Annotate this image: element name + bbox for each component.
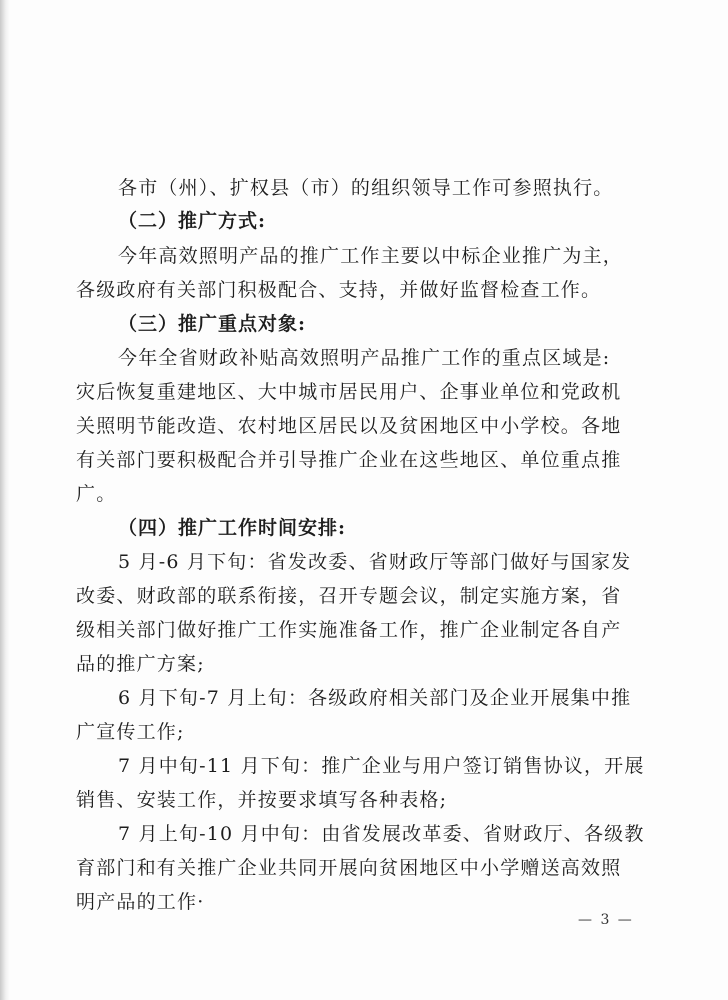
text-line-method-1: 今年高效照明产品的推广工作主要以中标企业推广为主， xyxy=(118,245,624,267)
text-line-schedule-2: 改委、财政部的联系衔接，召开专题会议，制定实施方案，省 xyxy=(76,585,622,607)
text-line-schedule-11: 明产品的工作· xyxy=(76,891,205,913)
text-line-schedule-3: 级相关部门做好推广工作实施准备工作，推广企业制定各自产 xyxy=(76,619,622,641)
scan-edge-shadow xyxy=(0,0,10,1000)
text-line-leadership: 各市（州）、扩权县（市）的组织领导工作可参照执行。 xyxy=(118,177,614,199)
text-line-schedule-6: 广宣传工作; xyxy=(76,721,185,743)
text-line-targets-5: 广。 xyxy=(76,483,117,505)
text-line-targets-3: 关照明节能改造、农村地区居民以及贫困地区中小学校。各地 xyxy=(76,415,622,437)
text-line-schedule-10: 育部门和有关推广企业共同开展向贫困地区中小学赠送高效照 xyxy=(76,857,622,879)
text-line-schedule-7: 7 月中旬-11 月下旬：推广企业与用户签订销售协议，开展 xyxy=(118,755,645,777)
text-line-targets-4: 有关部门要积极配合并引导推广企业在这些地区、单位重点推 xyxy=(76,449,622,471)
heading-schedule: （四）推广工作时间安排: xyxy=(118,517,347,539)
text-line-schedule-5: 6 月下旬-7 月上旬：各级政府相关部门及企业开展集中推 xyxy=(118,687,632,709)
text-line-schedule-4: 品的推广方案; xyxy=(76,653,205,675)
heading-promotion-method: （二）推广方式: xyxy=(118,210,267,232)
page-number: — 3 — xyxy=(578,912,634,928)
text-line-schedule-9: 7 月上旬-10 月中旬：由省发展改革委、省财政厅、各级教 xyxy=(118,823,645,845)
text-line-targets-2: 灾后恢复重建地区、大中城市居民用户、企事业单位和党政机 xyxy=(76,381,622,403)
text-line-schedule-1: 5 月-6 月下旬：省发改委、省财政厅等部门做好与国家发 xyxy=(118,551,632,573)
text-line-targets-1: 今年全省财政补贴高效照明产品推广工作的重点区域是: xyxy=(118,347,611,369)
heading-key-targets: （三）推广重点对象: xyxy=(118,313,307,335)
text-line-method-2: 各级政府有关部门积极配合、支持，并做好监督检查工作。 xyxy=(76,279,602,301)
text-line-schedule-8: 销售、安装工作，并按要求填写各种表格; xyxy=(76,789,448,811)
